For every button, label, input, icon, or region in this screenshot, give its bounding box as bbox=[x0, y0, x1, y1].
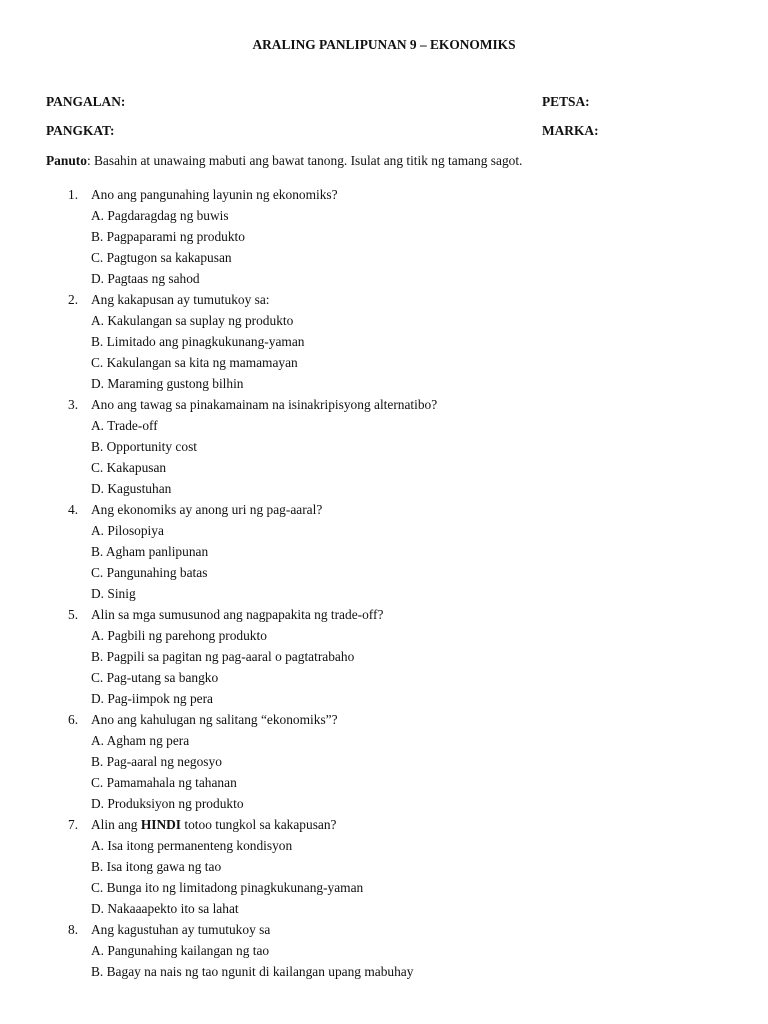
question-text bbox=[91, 606, 383, 623]
instructions-label: Panuto bbox=[46, 153, 87, 168]
answer-choice bbox=[0, 312, 768, 333]
answer-choice-text: B. Opportunity cost bbox=[91, 439, 198, 454]
answer-choice bbox=[0, 795, 768, 816]
answer-choice-text: A. Pilosopiya bbox=[91, 523, 164, 538]
answer-choice-text: A. Agham ng pera bbox=[91, 733, 190, 748]
question-emphasis: HINDI bbox=[140, 817, 182, 832]
answer-choice bbox=[0, 522, 768, 543]
question-number: 3. bbox=[68, 397, 79, 412]
answer-choice-text: A. Pangunahing kailangan ng tao bbox=[91, 943, 270, 958]
question-number: 8. bbox=[68, 922, 79, 937]
answer-choice-text: B. Limitado ang pinagkukunang-yaman bbox=[91, 334, 305, 349]
answer-choice bbox=[0, 669, 768, 690]
question-text-part: Ano ang pangunahing layunin ng ekonomiks? bbox=[91, 187, 338, 202]
answer-choice bbox=[0, 564, 768, 585]
answer-choice bbox=[0, 375, 768, 396]
answer-choice bbox=[0, 228, 768, 249]
answer-choice-text: A. Isa itong permanenteng kondisyon bbox=[91, 838, 293, 853]
answer-choice-text: C. Pangunahing batas bbox=[91, 565, 208, 580]
answer-choice bbox=[0, 249, 768, 270]
answer-choice-text: B. Pagpili sa pagitan ng pag-aaral o pagtatrabaho bbox=[91, 649, 355, 664]
answer-choice-text: D. Nakaaapekto ito sa lahat bbox=[91, 901, 239, 916]
answer-choice bbox=[0, 879, 768, 900]
question-text-part: Alin ang bbox=[91, 817, 141, 832]
question-item bbox=[0, 186, 768, 207]
answer-choice bbox=[0, 543, 768, 564]
answer-choice bbox=[0, 627, 768, 648]
answer-choice-text: C. Bunga ito ng limitadong pinagkukunang-yaman bbox=[91, 880, 364, 895]
answer-choice bbox=[0, 942, 768, 963]
date-field-label: PETSA: bbox=[542, 94, 590, 109]
question-item bbox=[0, 396, 768, 417]
answer-choice-text: D. Kagustuhan bbox=[91, 481, 172, 496]
question-text bbox=[91, 501, 322, 518]
answer-choice bbox=[0, 480, 768, 501]
answer-choice bbox=[0, 753, 768, 774]
answer-choice-text: B. Pag-aaral ng negosyo bbox=[91, 754, 222, 769]
question-item bbox=[0, 501, 768, 522]
question-text bbox=[91, 186, 338, 203]
question-text-part: Ano ang tawag sa pinakamainam na isinakripisyong alternatibo? bbox=[91, 397, 438, 412]
answer-choice bbox=[0, 207, 768, 228]
question-number: 1. bbox=[68, 187, 79, 202]
question-item bbox=[0, 816, 768, 837]
answer-choice bbox=[0, 963, 768, 984]
answer-choice-text: B. Isa itong gawa ng tao bbox=[91, 859, 222, 874]
answer-choice bbox=[0, 354, 768, 375]
answer-choice-text: D. Maraming gustong bilhin bbox=[91, 376, 244, 391]
answer-choice-text: A. Pagbili ng parehong produkto bbox=[91, 628, 267, 643]
name-field-label: PANGALAN: bbox=[46, 94, 126, 109]
answer-choice-text: A. Pagdaragdag ng buwis bbox=[91, 208, 229, 223]
question-item bbox=[0, 606, 768, 627]
answer-choice bbox=[0, 648, 768, 669]
answer-choice bbox=[0, 774, 768, 795]
answer-choice bbox=[0, 690, 768, 711]
answer-choice bbox=[0, 732, 768, 753]
answer-choice-text: D. Produksiyon ng produkto bbox=[91, 796, 244, 811]
question-number: 2. bbox=[68, 292, 79, 307]
question-item bbox=[0, 291, 768, 312]
page-title: ARALING PANLIPUNAN 9 – EKONOMIKS bbox=[252, 37, 516, 52]
question-number: 5. bbox=[68, 607, 79, 622]
answer-choice bbox=[0, 459, 768, 480]
answer-choice bbox=[0, 333, 768, 354]
answer-choice-text: C. Kakapusan bbox=[91, 460, 167, 475]
question-text-part: Ano ang kahulugan ng salitang “ekonomiks”? bbox=[91, 712, 338, 727]
question-text bbox=[91, 711, 338, 728]
answer-choice bbox=[0, 417, 768, 438]
answer-choice-text: A. Trade-off bbox=[91, 418, 158, 433]
answer-choice-text: C. Pagtugon sa kakapusan bbox=[91, 250, 232, 265]
answer-choice-text: D. Pagtaas ng sahod bbox=[91, 271, 200, 286]
instructions-text: : Basahin at unawaing mabuti ang bawat tanong. Isulat ang titik ng tamang sagot. bbox=[86, 153, 523, 168]
question-list bbox=[0, 186, 768, 984]
score-field-label: MARKA: bbox=[542, 123, 599, 138]
instructions bbox=[46, 153, 522, 169]
question-text-part: Ang kagustuhan ay tumutukoy sa bbox=[91, 922, 271, 937]
answer-choice-text: C. Pag-utang sa bangko bbox=[91, 670, 219, 685]
question-number: 6. bbox=[68, 712, 79, 727]
answer-choice-text: C. Kakulangan sa kita ng mamamayan bbox=[91, 355, 298, 370]
answer-choice bbox=[0, 858, 768, 879]
question-text-part: Ang ekonomiks ay anong uri ng pag-aaral? bbox=[91, 502, 323, 517]
question-text-part: Alin sa mga sumusunod ang nagpapakita ng trade-off? bbox=[91, 607, 384, 622]
question-text-part: Ang kakapusan ay tumutukoy sa: bbox=[91, 292, 270, 307]
question-number: 4. bbox=[68, 502, 79, 517]
answer-choice-text: B. Bagay na nais ng tao ngunit di kailangan upang mabuhay bbox=[91, 964, 414, 979]
question-text bbox=[91, 921, 270, 938]
question-text bbox=[91, 291, 270, 308]
answer-choice bbox=[0, 585, 768, 606]
question-number: 7. bbox=[68, 817, 79, 832]
answer-choice-text: D. Sinig bbox=[91, 586, 136, 601]
answer-choice-text: D. Pag-iimpok ng pera bbox=[91, 691, 213, 706]
question-text bbox=[91, 396, 437, 413]
answer-choice-text: B. Agham panlipunan bbox=[91, 544, 209, 559]
question-text bbox=[91, 816, 336, 833]
answer-choice-text: A. Kakulangan sa suplay ng produkto bbox=[91, 313, 294, 328]
answer-choice bbox=[0, 837, 768, 858]
question-item bbox=[0, 711, 768, 732]
answer-choice-text: B. Pagpaparami ng produkto bbox=[91, 229, 245, 244]
answer-choice bbox=[0, 900, 768, 921]
answer-choice bbox=[0, 270, 768, 291]
answer-choice-text: C. Pamamahala ng tahanan bbox=[91, 775, 237, 790]
question-item bbox=[0, 921, 768, 942]
question-text-part: totoo tungkol sa kakapusan? bbox=[181, 817, 337, 832]
answer-choice bbox=[0, 438, 768, 459]
section-field-label: PANGKAT: bbox=[46, 123, 115, 138]
